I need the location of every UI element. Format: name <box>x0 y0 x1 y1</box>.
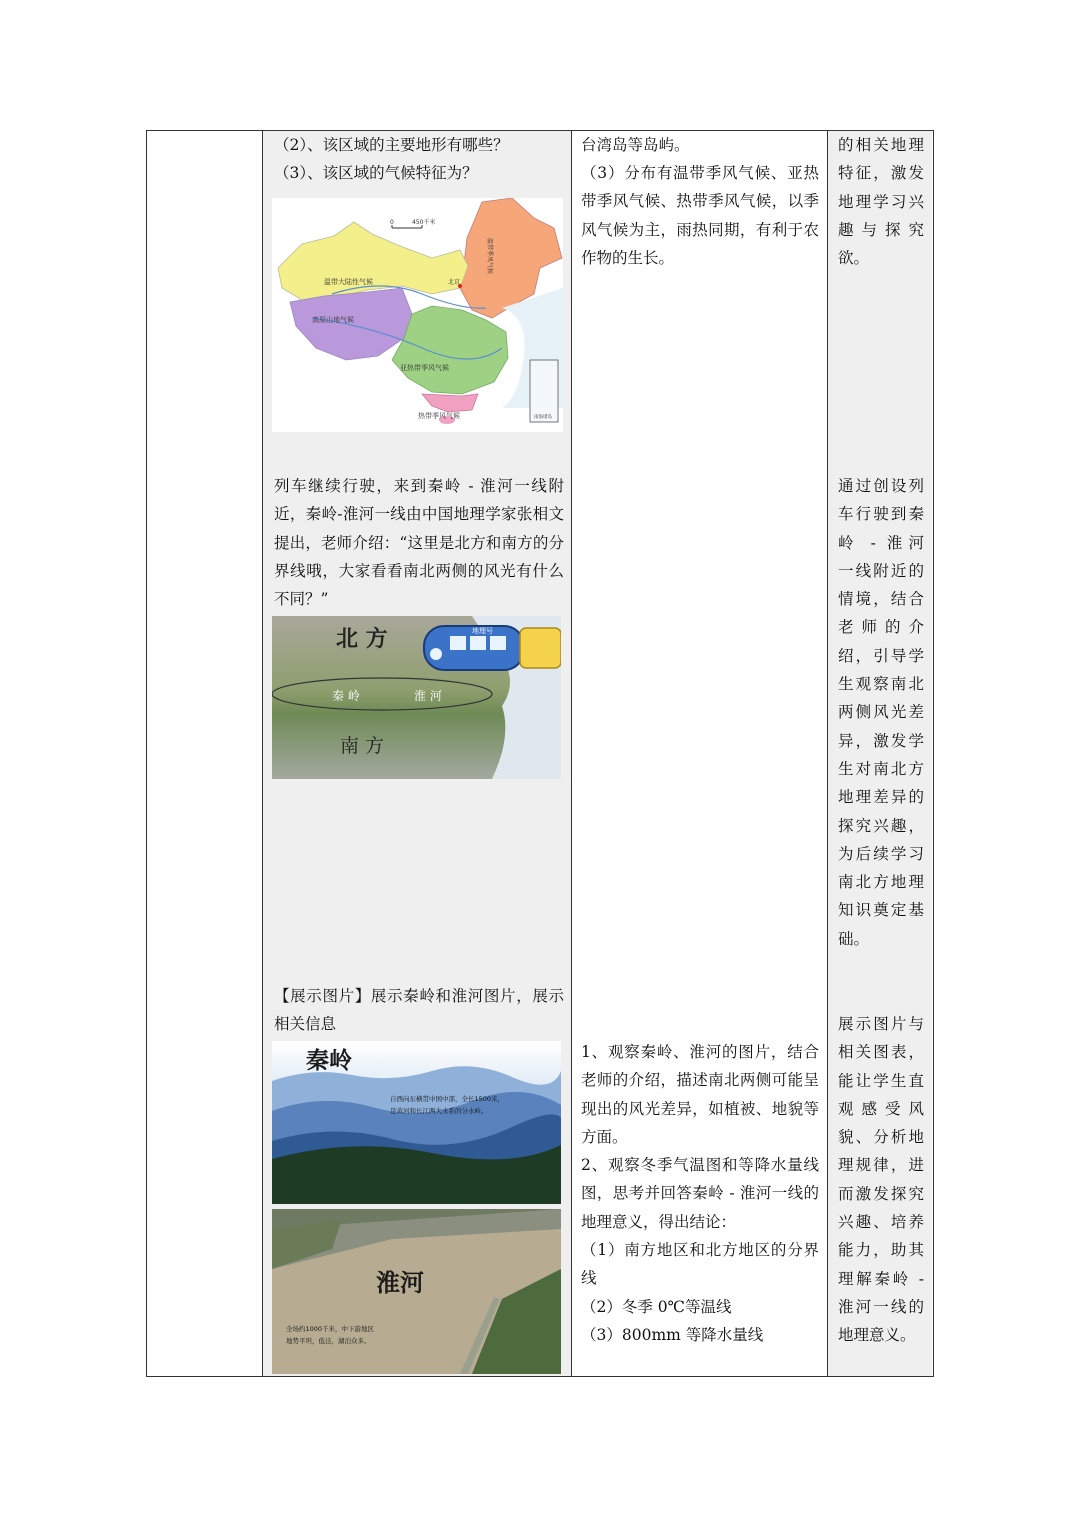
train-sign: 地理号 <box>472 627 493 635</box>
col4-block-2-line: 生对南北方 <box>838 759 924 778</box>
col4-block-2-line: 两侧风光差 <box>838 703 924 722</box>
col4-block-2-line: 异，激发学 <box>838 731 924 750</box>
column-divider <box>571 131 572 1376</box>
col4-block-2-line: 情境，结合 <box>838 590 924 609</box>
observe-step-2: 2、观察冬季气温图和等降水量线图，思考并回答秦岭 - 淮河一线的地理意义，得出结论： <box>581 1156 819 1231</box>
col4-block-2-line: 探究兴趣， <box>838 816 924 835</box>
col4-block-2-line: 南北方地理 <box>838 873 924 892</box>
col4-block-3-line: 展示图片与 <box>838 1015 924 1033</box>
map-scale: 450千米 <box>412 219 436 226</box>
col4-block-2-line: 老师的介 <box>838 618 924 637</box>
question-terrain: （2）、该区域的主要地形有哪些？ <box>274 136 509 154</box>
qinling-svg <box>272 1041 561 1204</box>
col4-block-1-line: 特征，激发 <box>838 164 924 183</box>
col4-block-3-line: 貌、分析地 <box>838 1128 924 1147</box>
column-1 <box>147 131 263 1376</box>
label-huaihe: 淮 河 <box>414 689 442 703</box>
china-climate-map <box>272 198 563 432</box>
climate-map-svg <box>272 198 563 432</box>
col4-block-3-line: 能力，助其 <box>838 1241 924 1260</box>
col4-block-1-line: 趣与探究 <box>838 220 924 239</box>
col4-block-2-line: 绍，引导学 <box>838 646 924 665</box>
label-south: 南 方 <box>340 735 385 757</box>
col4-block-3-line: 理规律，进 <box>838 1156 924 1175</box>
map-label-temperate-monsoon: 温带季风气候 <box>486 238 493 275</box>
col4-block-2-line: 一线附近的 <box>838 561 924 580</box>
observe-step-1: 1、观察秦岭、淮河的图片，结合老师的介绍，描述南北两侧可能呈现出的风光差异，如植被、地貌等方面。 <box>581 1043 819 1146</box>
col3-top-line: 台湾岛等岛屿。 <box>581 136 690 154</box>
huaihe-svg <box>272 1209 561 1374</box>
col4-block-3-line: 兴趣、培养 <box>838 1213 924 1232</box>
col4-block-2-line: 知识奠定基 <box>838 901 924 920</box>
label-north: 北 方 <box>336 627 388 652</box>
map-label-beijing: 北京 <box>448 279 461 286</box>
climate-answer: （3）分布有温带季风气候、亚热带季风气候、热带季风气候，以季风气候为主，雨热同期，有利于农作物的生长。 <box>581 164 819 267</box>
col4-block-3-line: 地理意义。 <box>838 1326 916 1345</box>
col4-block-2-line: 为后续学习 <box>838 844 924 863</box>
north-south-svg <box>272 616 561 779</box>
col4-block-3-line: 相关图表， <box>838 1043 924 1062</box>
col4-block-3 <box>838 1010 924 1350</box>
conclusion-1: （1）南方地区和北方地区的分界线 <box>581 1241 819 1288</box>
qinling-caption-line1: 自西向东横贯中国中部，全长1500米， <box>390 1095 505 1103</box>
label-qinling: 秦 岭 <box>332 689 360 703</box>
column-divider <box>262 131 263 1376</box>
col4-block-3-line: 能让学生直 <box>838 1071 924 1090</box>
map-label-tropical: 热带季风气候 <box>418 412 460 420</box>
col4-block-2-line: 通过创设列 <box>838 477 924 495</box>
huaihe-title: 淮河 <box>376 1269 424 1297</box>
col4-block-2-line: 础。 <box>838 929 870 948</box>
col4-block-3-line: 淮河一线的 <box>838 1297 924 1316</box>
col4-block-3-line: 观感受风 <box>838 1099 924 1118</box>
show-pictures-paragraph: 【展示图片】展示秦岭和淮河图片，展示相关信息 <box>274 987 564 1034</box>
col4-block-2-line: 生观察南北 <box>838 675 924 694</box>
col4-block-1-line: 欲。 <box>838 249 870 268</box>
col4-block-2-line: 车行驶到秦 <box>838 505 924 524</box>
col4-block-2 <box>838 472 924 953</box>
col4-block-1 <box>838 131 924 272</box>
qinling-image <box>272 1041 561 1204</box>
north-south-image <box>272 616 561 779</box>
col4-block-1-line: 地理学习兴 <box>838 192 924 211</box>
map-label-plateau: 高原山地气候 <box>312 316 354 324</box>
conclusion-2: （2）冬季 0℃等温线 <box>581 1298 732 1316</box>
qinling-caption-line2: 是黄河和长江两大水系的分水岭。 <box>390 1107 488 1115</box>
map-scale-zero: 0 <box>390 219 394 226</box>
col4-block-2-line: 地理差异的 <box>838 788 924 807</box>
col4-block-2-line: 岭 - 淮河 <box>838 533 924 552</box>
question-climate: （3）、该区域的气候特征为？ <box>274 164 478 182</box>
huaihe-image <box>272 1209 561 1374</box>
qinling-title: 秦岭 <box>306 1048 352 1074</box>
train-paragraph: 列车继续行驶，来到秦岭 - 淮河一线附近，秦岭-淮河一线由中国地理学家张相文提出，老师介绍：“这里是北方和南方的分界线哦，大家看看南北两侧的风光有什么不同？” <box>274 477 564 609</box>
huaihe-caption-line1: 全场约1000千米，中下游地区 <box>286 1325 375 1333</box>
huaihe-caption-line2: 地势平坦，低洼，湖泊众多。 <box>286 1337 371 1345</box>
map-inset-label: 南海诸岛 <box>534 415 552 420</box>
conclusion-3: （3）800mm 等降水量线 <box>581 1326 764 1344</box>
col4-block-3-line: 理解秦岭 - <box>838 1269 924 1288</box>
map-label-subtropical: 亚热带季风气候 <box>400 364 449 372</box>
col4-block-3-line: 而激发探究 <box>838 1184 924 1203</box>
column-divider <box>827 131 828 1376</box>
col4-block-1-line: 的相关地理 <box>838 136 924 154</box>
map-label-continental: 温带大陆性气候 <box>324 278 373 286</box>
